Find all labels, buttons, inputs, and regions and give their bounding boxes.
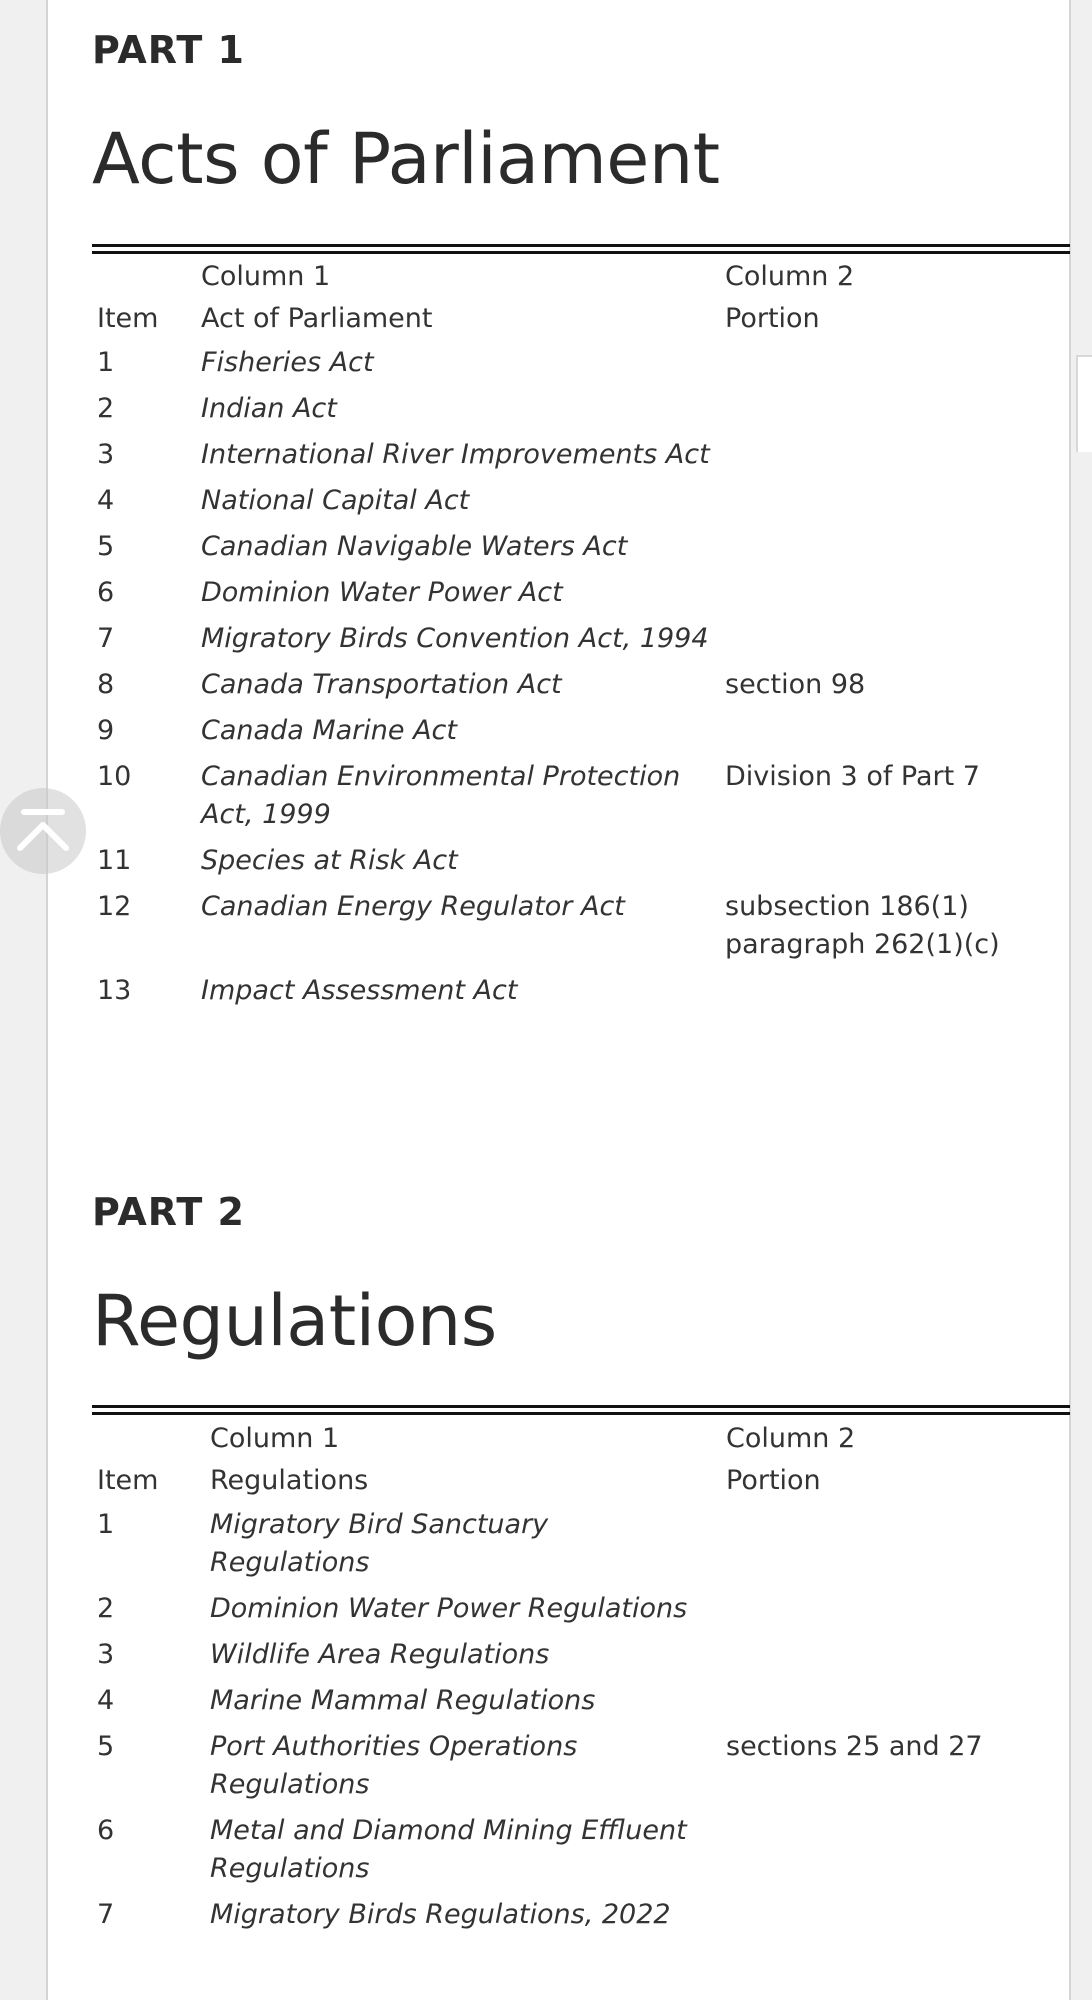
row-portion xyxy=(720,708,1070,754)
table-row xyxy=(92,478,1070,524)
row-item-number: 12 xyxy=(97,891,132,922)
table-row xyxy=(92,616,1070,662)
row-portion xyxy=(720,616,1070,662)
row-item-number: 1 xyxy=(97,1509,115,1540)
row-item-number: 1 xyxy=(97,347,115,378)
row-item-number: 6 xyxy=(97,1815,115,1846)
row-item-number: 7 xyxy=(97,1899,115,1930)
header-column-1: Column 1 xyxy=(201,261,331,292)
row-item-number: 4 xyxy=(97,485,115,516)
table-row xyxy=(92,708,1070,754)
row-item-number: 2 xyxy=(97,393,115,424)
row-item-number: 3 xyxy=(97,439,115,470)
header-column-2: Column 2 xyxy=(725,261,855,292)
row-name: Canada Marine Act xyxy=(201,715,457,746)
row-name: Migratory Bird Sanctuary Regulations xyxy=(210,1509,549,1578)
portion-line: section 98 xyxy=(725,669,866,700)
part-2-table xyxy=(92,1418,1070,1938)
row-portion xyxy=(720,884,1070,968)
header-column-1: Column 1 xyxy=(210,1423,340,1454)
row-portion xyxy=(720,478,1070,524)
row-portion xyxy=(720,662,1070,708)
row-portion xyxy=(720,340,1070,386)
row-name: Migratory Birds Regulations, 2022 xyxy=(210,1899,671,1930)
row-item-number: 11 xyxy=(97,845,132,876)
table-row xyxy=(92,1586,1070,1632)
row-name: Canadian Navigable Waters Act xyxy=(201,531,628,562)
table-row xyxy=(92,1892,1070,1938)
row-item-number: 8 xyxy=(97,669,115,700)
table-row xyxy=(92,838,1070,884)
row-name: Migratory Birds Convention Act, 1994 xyxy=(201,623,709,654)
row-portion xyxy=(721,1678,1070,1724)
part-2-label: PART 2 xyxy=(92,1190,245,1234)
row-portion xyxy=(720,968,1070,1014)
row-portion xyxy=(721,1632,1070,1678)
row-portion xyxy=(720,838,1070,884)
table-row xyxy=(92,1808,1070,1892)
header-portion: Portion xyxy=(725,303,820,334)
row-name: Species at Risk Act xyxy=(201,845,458,876)
row-name: Canadian Energy Regulator Act xyxy=(201,891,625,922)
row-name: Dominion Water Power Act xyxy=(201,577,563,608)
row-item-number: 9 xyxy=(97,715,115,746)
row-name: Port Authorities Operations Regulations xyxy=(210,1731,578,1800)
row-portion xyxy=(720,570,1070,616)
part-1-table xyxy=(92,256,1070,1014)
part-2-rows xyxy=(92,1502,1070,1938)
row-portion xyxy=(721,1586,1070,1632)
table-row xyxy=(92,1724,1070,1808)
header-act: Act of Parliament xyxy=(201,303,433,334)
row-name: Metal and Diamond Mining Effluent Regulations xyxy=(210,1815,687,1884)
header-portion: Portion xyxy=(726,1465,821,1496)
table-row xyxy=(92,1632,1070,1678)
row-name: Canada Transportation Act xyxy=(201,669,562,700)
table-row xyxy=(92,340,1070,386)
table-row xyxy=(92,968,1070,1014)
row-item-number: 4 xyxy=(97,1685,115,1716)
row-name: International River Improvements Act xyxy=(201,439,710,470)
row-item-number: 7 xyxy=(97,623,115,654)
header-empty xyxy=(92,256,196,298)
row-item-number: 2 xyxy=(97,1593,115,1624)
row-item-number: 6 xyxy=(97,577,115,608)
table-header-row xyxy=(92,256,1070,298)
row-portion xyxy=(720,386,1070,432)
row-portion xyxy=(721,1502,1070,1586)
row-item-number: 10 xyxy=(97,761,132,792)
portion-line: sections 25 and 27 xyxy=(726,1731,983,1762)
portion-line: paragraph 262(1)(c) xyxy=(725,929,1000,960)
part-2-title: Regulations xyxy=(92,1280,497,1362)
row-name: Dominion Water Power Regulations xyxy=(210,1593,688,1624)
row-name: Marine Mammal Regulations xyxy=(210,1685,596,1716)
row-name: Indian Act xyxy=(201,393,337,424)
portion-line: subsection 186(1) xyxy=(725,891,969,922)
table-row xyxy=(92,754,1070,838)
table-row xyxy=(92,524,1070,570)
row-name: Fisheries Act xyxy=(201,347,374,378)
table-row xyxy=(92,884,1070,968)
row-portion xyxy=(721,1892,1070,1938)
header-item: Item xyxy=(97,303,159,334)
row-portion xyxy=(721,1808,1070,1892)
row-item-number: 5 xyxy=(97,1731,115,1762)
table-row xyxy=(92,432,1070,478)
row-portion xyxy=(720,432,1070,478)
row-item-number: 13 xyxy=(97,975,132,1006)
header-regulations: Regulations xyxy=(210,1465,369,1496)
table-row xyxy=(92,386,1070,432)
part-1-rule xyxy=(92,244,1070,254)
row-portion xyxy=(721,1724,1070,1808)
table-row xyxy=(92,1502,1070,1586)
table-header-row xyxy=(92,298,1070,340)
row-portion xyxy=(720,754,1070,838)
portion-line: Division 3 of Part 7 xyxy=(725,761,980,792)
table-row xyxy=(92,570,1070,616)
table-row xyxy=(92,1678,1070,1724)
row-item-number: 5 xyxy=(97,531,115,562)
row-name: Wildlife Area Regulations xyxy=(210,1639,550,1670)
row-name: National Capital Act xyxy=(201,485,470,516)
part-1-rows xyxy=(92,340,1070,1014)
header-item: Item xyxy=(97,1465,159,1496)
part-1-title: Acts of Parliament xyxy=(92,118,720,200)
table-header-row xyxy=(92,1460,1070,1502)
table-row xyxy=(92,662,1070,708)
part-1-label: PART 1 xyxy=(92,28,245,72)
row-item-number: 3 xyxy=(97,1639,115,1670)
part-2-rule xyxy=(92,1405,1070,1415)
header-column-2: Column 2 xyxy=(726,1423,856,1454)
row-name: Canadian Environmental Protection Act, 1999 xyxy=(201,761,681,830)
side-panel-edge xyxy=(1076,355,1092,452)
header-empty xyxy=(92,1418,205,1460)
row-name: Impact Assessment Act xyxy=(201,975,518,1006)
table-header-row xyxy=(92,1418,1070,1460)
chevron-up-icon xyxy=(0,788,86,874)
back-to-top-button[interactable] xyxy=(0,788,86,874)
row-portion xyxy=(720,524,1070,570)
